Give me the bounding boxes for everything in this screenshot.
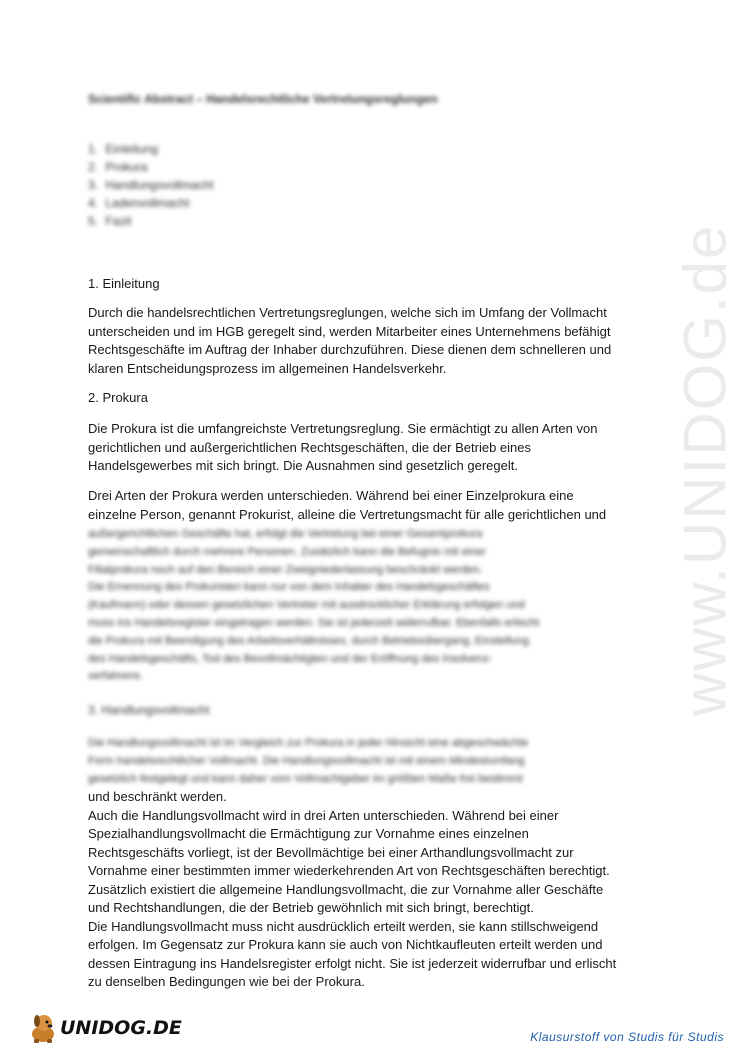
- toc-item: 1. Einleitung: [88, 142, 159, 156]
- footer-tagline: Klausurstoff von Studis für Studis: [530, 1030, 724, 1044]
- unidog-logo: [28, 1012, 182, 1044]
- paragraph-prokura-2: Drei Arten der Prokura werden unterschieden. Während bei einer Einzelprokura eine einzelne Person, genannt Prokurist, alleine die Vertretungsmacht für alle gerichtlichen und: [88, 488, 607, 522]
- toc-item: 3. Handlungsvollmacht: [88, 178, 214, 192]
- toc-item: 2. Prokura: [88, 160, 148, 174]
- table-of-contents: [88, 140, 213, 230]
- toc-item: 4. Ladenvollmacht: [88, 196, 190, 210]
- paragraph-prokura-1: Die Prokura ist die umfangreichste Vertretungsreglung. Sie ermächtigt zu allen Arten von gerichtlichen und außergerichtlichen Rechtsgeschäften, die der Betrieb eines Handelsgewerbes mit sich bringt. Die Ausnahmen sind gesetzlich geregelt.: [88, 421, 598, 473]
- section-heading-prokura: 2. Prokura: [88, 390, 148, 405]
- paragraph-einleitung: Durch die handelsrechtlichen Vertretungsreglungen, welche sich im Umfang der Vollmacht unterscheiden und im HGB geregelt sind, werden Mitarbeiter eines Unternehmens befähigt Rechtsgeschäfte im Auftrag der Inhaber durchzuführen. Diese dienen dem schnelleren und klaren Entscheidungsprozess im allgemeinen Handelsverkehr.: [88, 305, 612, 376]
- watermark-text: www.UNIDOG.de: [671, 223, 739, 717]
- document-title: Scientific Abstract – Handelsrechtliche Vertretungsreglungen: [88, 92, 438, 106]
- paragraph-handlungsvollmacht: und beschränkt werden. Auch die Handlungsvollmacht wird in drei Arten unterschieden. Während bei einer Spezialhandlungsvollmacht die Ermächtigung zur Vornahme eines einzelnen Rechtsgeschäfts vorliegt, ist der Bevollmächtige bei einer Arthandlungsvollmacht zur Vornahme einer bestimmten immer wiederkehrenden Art von Rechtsgeschäften berechtigt. Zusätzlich existiert die allgemeine Handlungsvollmacht, die zur Vornahme aller Geschäfte und Rechtshandlungen, die der Betrieb gewöhnlich mit sich bringt, berechtigt. Die Handlungsvollmacht muss nicht ausdrücklich erteilt werden, sie kann stillschweigend erfolgen. Im Gegensatz zur Prokura kann sie auch von Nichtkaufleuten erteilt werden und dessen Eintragung ins Handelsregister erfolgt nicht. Sie ist jederzeit widerrufbar und erlischt zu denselben Bedingungen wie bei der Prokura.: [88, 789, 617, 989]
- section-heading-einleitung: 1. Einleitung: [88, 276, 160, 291]
- section-heading-handlungsvollmacht: 3. Handlungsvollmacht: [88, 703, 210, 717]
- toc-item: 5. Fazit: [88, 214, 132, 228]
- paragraph-prokura-2-blurred: außergerichtlichen Geschäfte hat, erfolgt die Vertretung bei einer Gesamtprokura gemeinschaftlich durch mehrere Personen. Zusätzlich kann die Befugnis mit einer Filialprokura noch auf den Bereich einer Zweigniederlassung beschränkt werden. Die Ernennung des Prokuristen kann nur von dem Inhaber des Handelsgeschäftes (Kaufmann) oder dessen gesetzlichen Vertreter mit ausdrücklicher Erklärung erfolgen und muss ins Handelsregister eingetragen werden. Sie ist jederzeit widerrufbar. Ebenfalls erlischt die Prokura mit Beendigung des Arbeitsverhältnisses, durch Betriebsübergang, Einstellung des Handelsgeschäfts, Tod des Bevollmächtigten und der Eröffnung des Insolvenz- verfahrens.: [88, 528, 540, 683]
- paragraph-handlungsvollmacht-blurred: Die Handlungsvollmacht ist im Vergleich zur Prokura in jeder Hinsicht eine abgeschwächte Form handelsrechtlicher Vollmacht. Die Handlungsvollmacht ist mit einem Mindestumfang gesetzlich festgelegt und kann daher vom Vollmachtgeber im größten Maße frei bestimmt: [88, 737, 529, 785]
- dog-mascot-icon: [28, 1012, 58, 1044]
- brand-text: UNIDOG.DE: [60, 1017, 182, 1039]
